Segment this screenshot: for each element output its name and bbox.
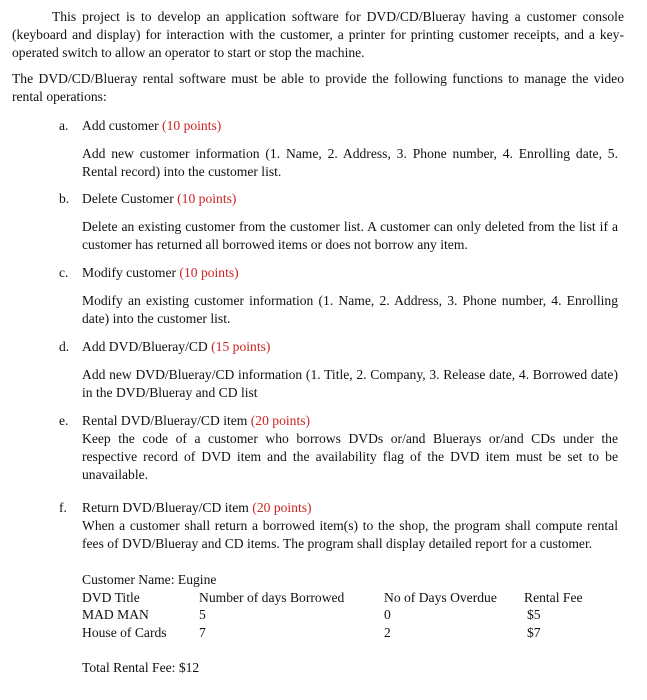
item-a-title: Add customer xyxy=(82,118,159,133)
item-d-body: Add new DVD/Blueray/CD information (1. Title, 2. Company, 3. Release date, 4. Borrowed date) in the DVD/Blueray and CD list xyxy=(82,367,618,400)
report-header-days-borrowed: Number of days Borrowed xyxy=(199,590,345,605)
item-b-letter: b. xyxy=(59,191,70,206)
item-e-body: Keep the code of a customer who borrows DVDs or/and Bluerays or/and CDs under the respective record of DVD item and the availability flag of the DVD item must be set to be unavailable. xyxy=(82,431,618,482)
report-row-2-days-overdue: 2 xyxy=(384,625,391,640)
item-e-points: (20 points) xyxy=(250,413,311,428)
item-f-body: When a customer shall return a borrowed item(s) to the shop, the program shall compute rental fees of DVD/Blueray and CD items. The program shall display detailed report for a customer. xyxy=(82,518,618,551)
item-b-title: Delete Customer xyxy=(82,191,174,206)
functions-intro-paragraph: The DVD/CD/Blueray rental software must be able to provide the following functions to manage the video rental operations: xyxy=(12,71,624,104)
item-c-heading xyxy=(59,264,619,282)
item-f-letter: f. xyxy=(59,500,67,515)
item-f-points: (20 points) xyxy=(252,500,312,515)
item-b-points: (10 points) xyxy=(177,191,237,206)
intro-paragraph: This project is to develop an application software for DVD/CD/Blueray having a customer console (keyboard and display) for interaction with the customer, a printer for printing customer receipts, and a key-operated switch to allow an operator to start or stop the machine. xyxy=(12,9,624,60)
item-f-heading xyxy=(59,499,619,517)
item-a-body: Add new customer information (1. Name, 2. Address, 3. Phone number, 4. Enrolling date, 5. Rental record) into the customer list. xyxy=(82,146,618,179)
item-a-points: (10 points) xyxy=(162,118,222,133)
report-row-1-days-overdue: 0 xyxy=(384,607,391,622)
item-f-title: Return DVD/Blueray/CD item xyxy=(82,500,249,515)
report-row-1-title: MAD MAN xyxy=(82,607,149,622)
item-d-title: Add DVD/Blueray/CD xyxy=(82,339,208,354)
item-e-letter: e. xyxy=(59,413,69,428)
item-c-title: Modify customer xyxy=(82,265,177,280)
report-header-days-overdue: No of Days Overdue xyxy=(384,590,497,605)
item-b-heading xyxy=(59,190,619,208)
item-b-body: Delete an existing customer from the customer list. A customer can only deleted from the list if a customer has returned all borrowed items or does not borrow any item. xyxy=(82,219,618,252)
report-row-1-fee: $5 xyxy=(527,607,541,622)
report-customer-name: Customer Name: Eugine xyxy=(82,572,217,587)
item-e-title: Rental DVD/Blueray/CD item xyxy=(82,413,248,428)
item-e-heading xyxy=(59,412,619,430)
item-d-letter: d. xyxy=(59,339,70,354)
report-row-2-title: House of Cards xyxy=(82,625,167,640)
item-c-points: (10 points) xyxy=(179,265,239,280)
item-c-body: Modify an existing customer information (1. Name, 2. Address, 3. Phone number, 4. Enrolling date) into the customer list. xyxy=(82,293,618,326)
report-row-1-days-borrowed: 5 xyxy=(199,607,206,622)
report-total: Total Rental Fee: $12 xyxy=(82,660,200,675)
item-a-letter: a. xyxy=(59,118,69,133)
item-c-letter: c. xyxy=(59,265,69,280)
item-d-points: (15 points) xyxy=(211,339,271,354)
report-header-rental-fee: Rental Fee xyxy=(524,590,583,605)
report-row-2-fee: $7 xyxy=(527,625,541,640)
item-a-heading xyxy=(59,117,619,135)
report-row-2-days-borrowed: 7 xyxy=(199,625,206,640)
report-header-title: DVD Title xyxy=(82,590,140,605)
item-d-heading xyxy=(59,338,619,356)
